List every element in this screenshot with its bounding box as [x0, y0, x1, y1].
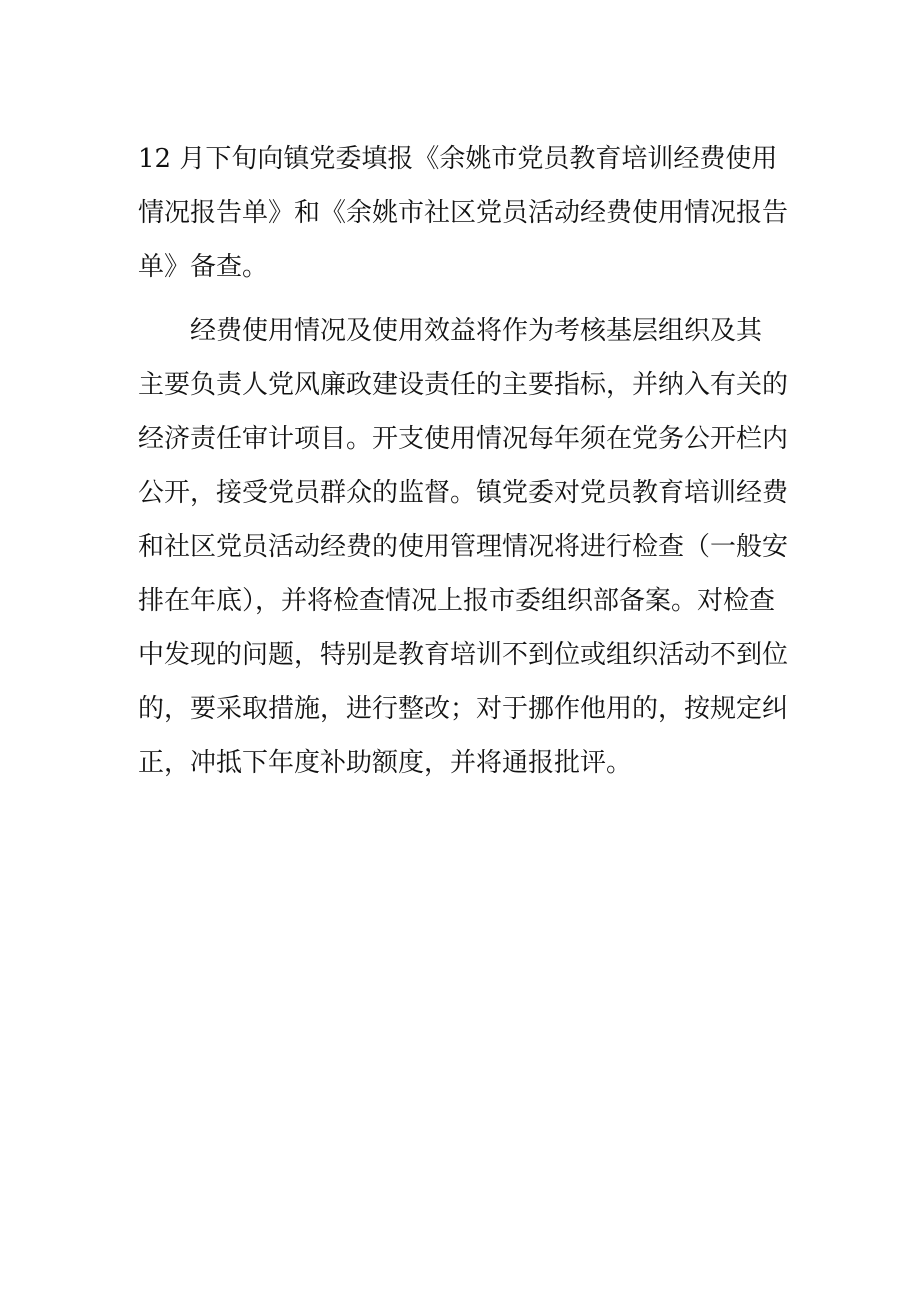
paragraph-usage-assessment — [138, 304, 789, 790]
paragraph-line: 经济责任审计项目。开支使用情况每年须在党务公开栏内 — [138, 424, 789, 454]
paragraph-line: 经费使用情况及使用效益将作为考核基层组织及其 — [190, 316, 763, 346]
paragraph-line: 公开，接受党员群众的监督。镇党委对党员教育培训经费 — [138, 478, 789, 508]
paragraph-line: 单》备查。 — [138, 252, 269, 282]
paragraph-report-filing — [138, 132, 789, 294]
paragraph-line: 情况报告单》和《余姚市社区党员活动经费使用情况报告 — [138, 198, 789, 228]
paragraph-line: 和社区党员活动经费的使用管理情况将进行检查（一般安 — [138, 532, 789, 562]
paragraph-line: 排在年底），并将检查情况上报市委组织部备案。对检查 — [138, 586, 776, 616]
paragraph-line: 的，要采取措施，进行整改；对于挪作他用的，按规定纠 — [138, 694, 789, 724]
document-body — [138, 132, 789, 790]
paragraph-line: 正，冲抵下年度补助额度，并将通报批评。 — [138, 748, 633, 778]
paragraph-line: 主要负责人党风廉政建设责任的主要指标，并纳入有关的 — [138, 370, 789, 400]
paragraph-line: 12 月下旬向镇党委填报《余姚市党员教育培训经费使用 — [138, 144, 778, 174]
paragraph-line: 中发现的问题，特别是教育培训不到位或组织活动不到位 — [138, 640, 789, 670]
